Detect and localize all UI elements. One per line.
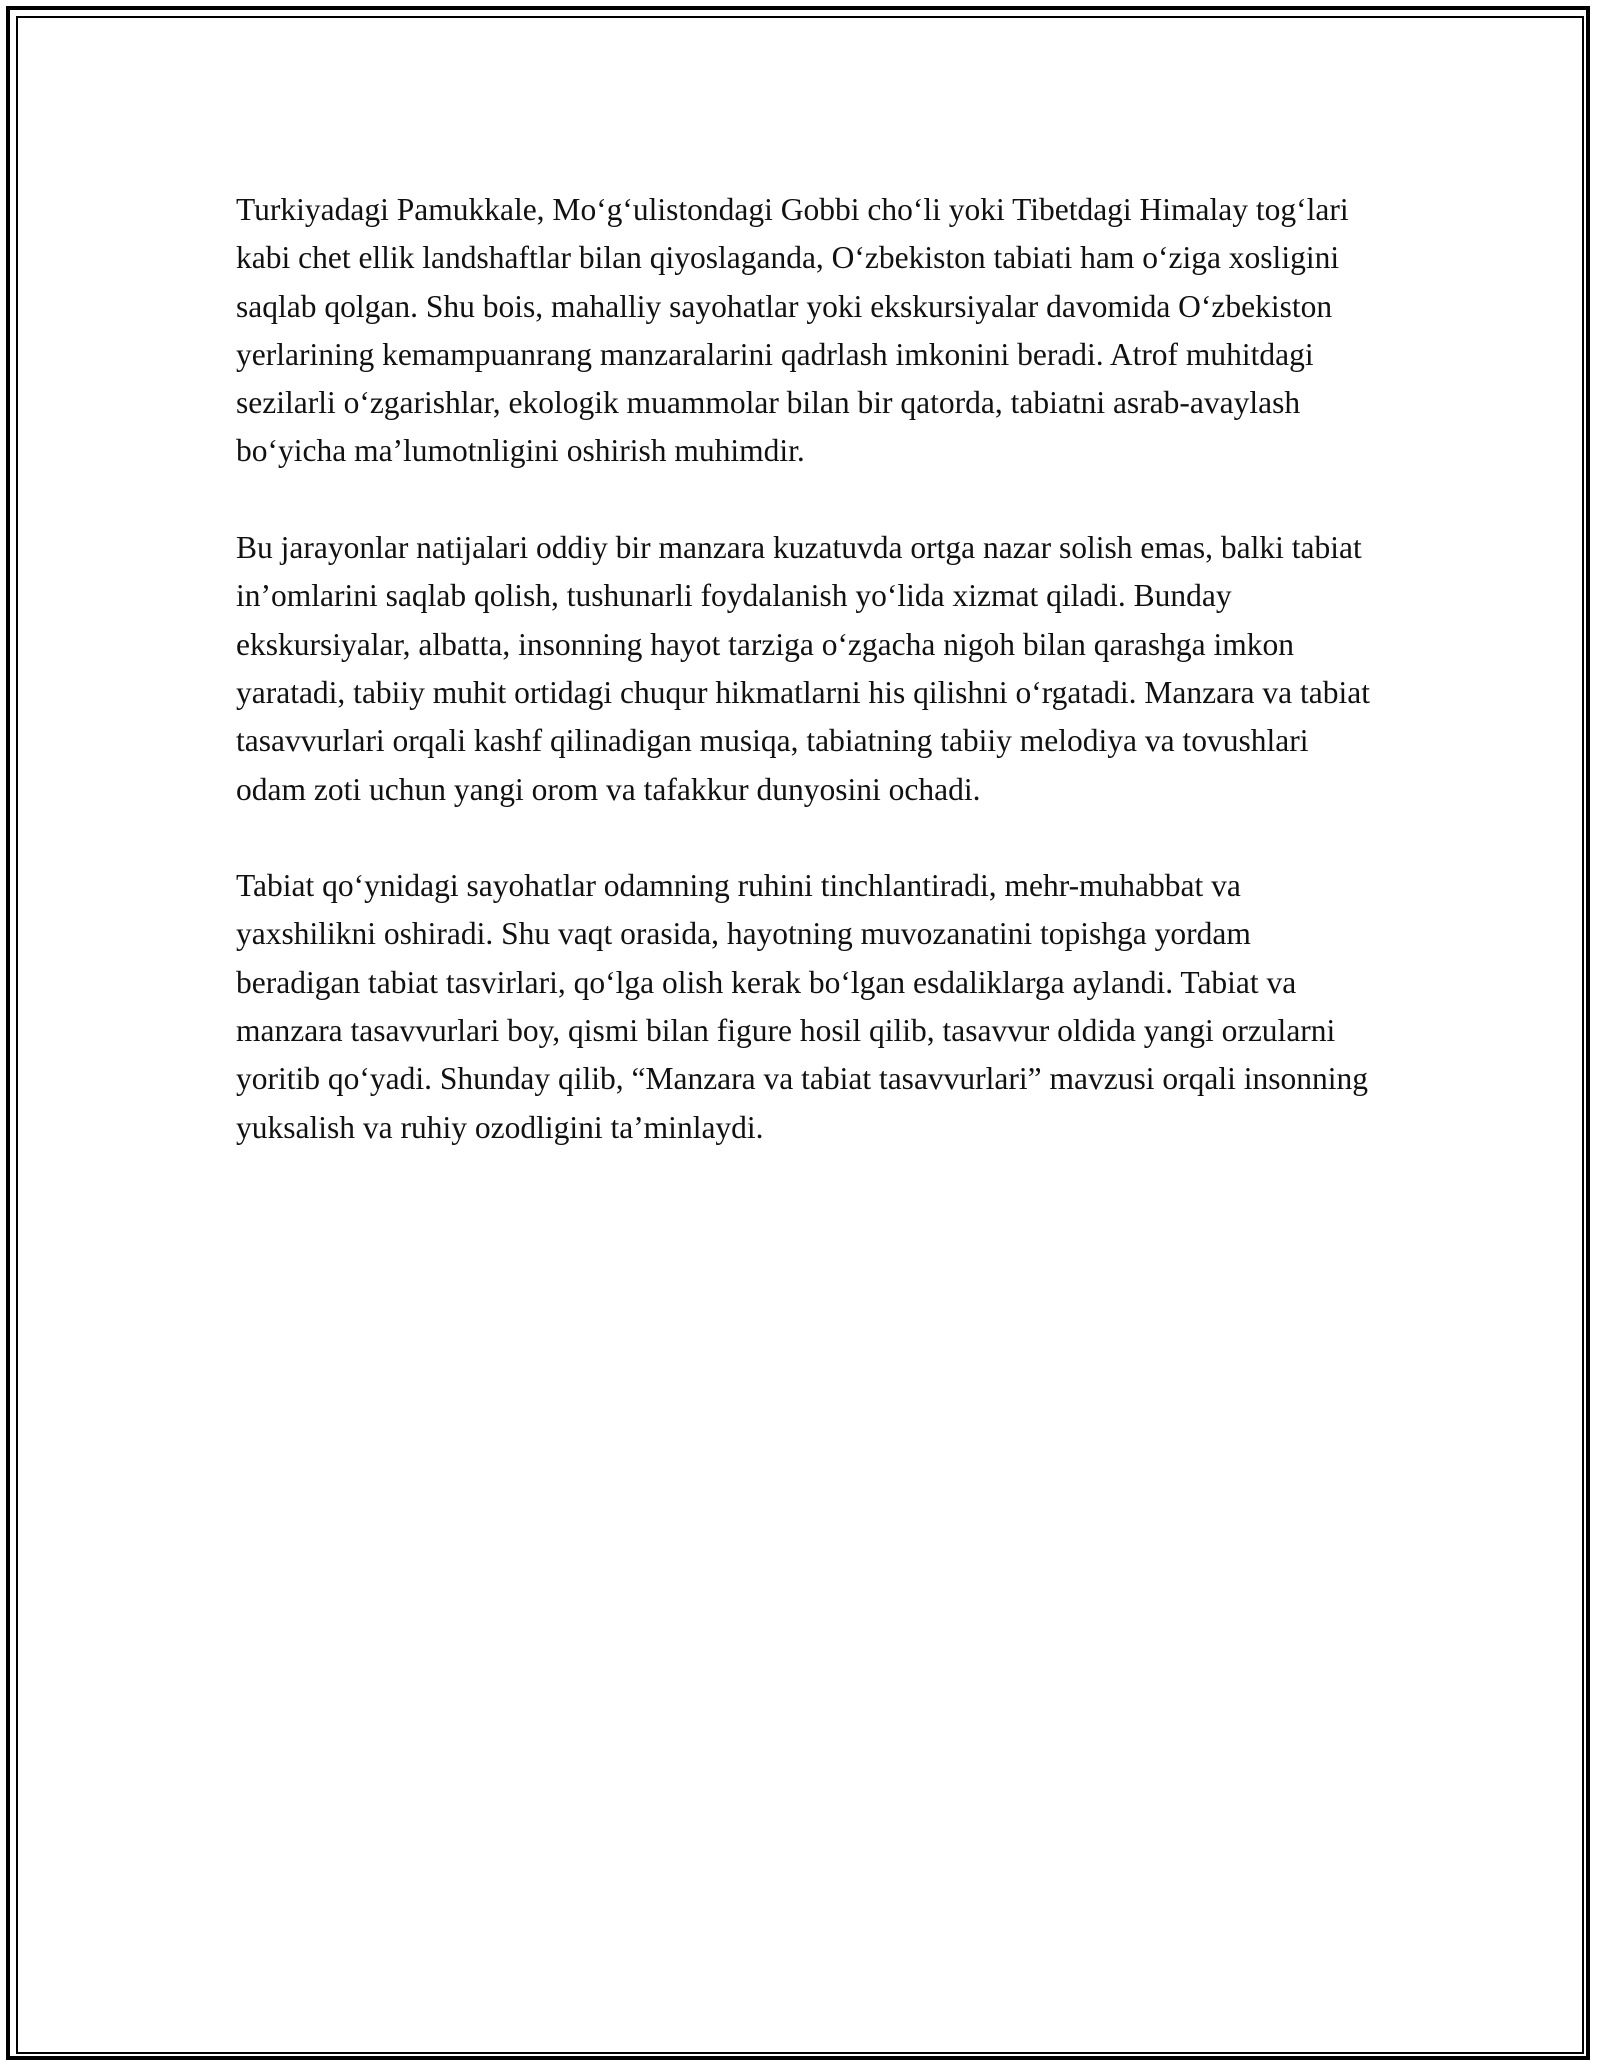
- paragraph-1: Turkiyadagi Pamukkale, Mo‘g‘ulistondagi Gobbi cho‘li yoki Tibetdagi Himalay tog‘lari kabi chet ellik landshaftlar bilan qiyoslaganda, O‘zbekiston tabiati ham o‘ziga xosligini saqlab qolgan. Shu bois, mahalliy sayohatlar yoki ekskursiyalar davomida O‘zbekiston yerlarining kemampuanrang manzaralarini qadrlash imkonini beradi. Atrof muhitdagi sezilarli o‘zgarishlar, ekologik muammolar bilan bir qatorda, tabiatni asrab-avaylash bo‘yicha ma’lumotnligini oshirish muhimdir.: [236, 192, 1349, 469]
- paragraph-2: Bu jarayonlar natijalari oddiy bir manzara kuzatuvda ortga nazar solish emas, balki tabiat in’omlarini saqlab qolish, tushunarli foydalanish yo‘lida xizmat qiladi. Bunday ekskursiyalar, albatta, insonning hayot tarziga o‘zgacha nigoh bilan qarashga imkon yaratadi, tabiiy muhit ortidagi chuqur hikmatlarni his qilishni o‘rgatadi. Manzara va tabiat tasavvurlari orqali kashf qilinadigan musiqa, tabiatning tabiiy melodiya va tovushlari odam zoti uchun yangi orom va tafakkur dunyosini ochadi.: [236, 530, 1370, 807]
- document-body: [236, 186, 1376, 1200]
- paragraph-3: Tabiat qo‘ynidagi sayohatlar odamning ruhini tinchlantiradi, mehr-muhabbat va yaxshilikni oshiradi. Shu vaqt orasida, hayotning muvozanatini topishga yordam beradigan tabiat tasvirlari, qo‘lga olish kerak bo‘lgan esdaliklarga aylandi. Tabiat va manzara tasavvurlari boy, qismi bilan figure hosil qilib, tasavvur oldida yangi orzularni yoritib qo‘yadi. Shunday qilib, “Manzara va tabiat tasavvurlari” mavzusi orqali insonning yuksalish va ruhiy ozodligini ta’minlaydi.: [236, 868, 1368, 1145]
